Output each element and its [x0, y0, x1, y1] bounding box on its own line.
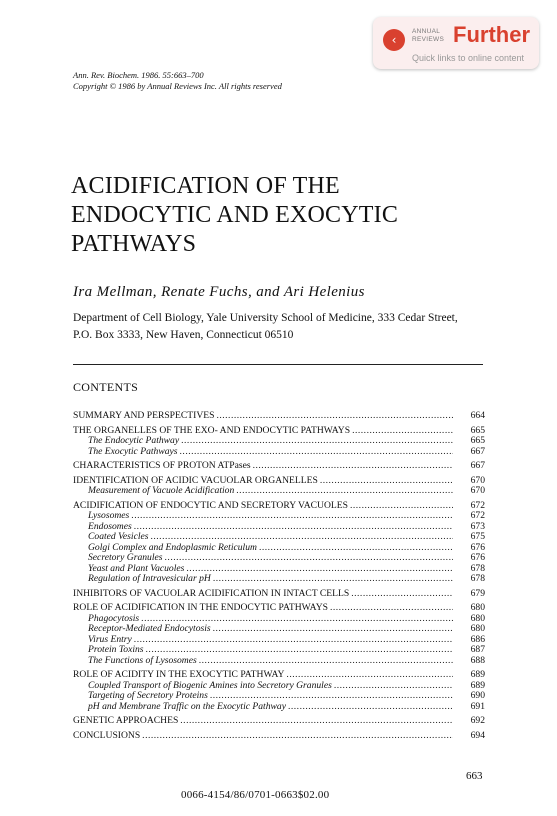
logo-line-2: REVIEWS [412, 36, 445, 43]
toc-entry-label: INHIBITORS OF VACUOLAR ACIDIFICATION IN INTACT CELLS [73, 587, 350, 599]
toc-entry[interactable] [73, 522, 485, 533]
toc-leader-dots [286, 669, 453, 681]
toc-entry-page: 673 [470, 521, 485, 532]
badge-subtitle: Quick links to online content [412, 53, 525, 63]
toc-entry-label: Regulation of Intravesicular pH [88, 574, 211, 584]
copyright-line: Copyright © 1986 by Annual Reviews Inc. All rights reserved [73, 81, 282, 91]
toc-entry-page: 689 [470, 680, 485, 691]
toc-entry-label: GENETIC APPROACHES [73, 715, 179, 726]
toc-leader-dots [150, 532, 453, 543]
toc-leader-dots [288, 702, 453, 713]
toc-entry-page: 692 [470, 715, 485, 726]
toc-entry[interactable] [73, 635, 485, 646]
toc-entry[interactable] [73, 460, 485, 472]
toc-leader-dots [320, 475, 453, 487]
toc-leader-dots [134, 635, 453, 646]
toc-leader-dots [180, 447, 453, 458]
toc-entry-label: Phagocytosis [88, 613, 140, 624]
toc-entry[interactable] [73, 656, 485, 667]
toc-entry[interactable] [73, 436, 485, 447]
toc-entry[interactable] [73, 702, 485, 713]
toc-entry-label: ACIDIFICATION OF ENDOCYTIC AND SECRETORY VACUOLES [73, 499, 348, 511]
toc-leader-dots [213, 574, 453, 585]
toc-leader-dots [186, 564, 453, 575]
toc-entry-page: 676 [470, 542, 485, 553]
affiliation [73, 310, 493, 344]
contents-heading: CONTENTS [73, 380, 139, 394]
toc-entry-page: 680 [470, 613, 485, 624]
toc-entry-page: 687 [470, 645, 485, 655]
toc-entry-label: ROLE OF ACIDITY IN THE EXOCYTIC PATHWAY [73, 669, 285, 680]
toc-entry-label: CONCLUSIONS [73, 729, 141, 741]
toc-entry[interactable] [73, 543, 485, 554]
toc-entry-page: 676 [470, 553, 485, 563]
toc-leader-dots [165, 553, 453, 564]
affiliation-line: P.O. Box 3333, New Haven, Connecticut 06510 [73, 329, 294, 341]
toc-entry[interactable] [73, 553, 485, 564]
toc-entry-label: SUMMARY AND PERSPECTIVES [73, 410, 215, 421]
toc-entry[interactable] [73, 681, 485, 692]
journal-citation: Ann. Rev. Biochem. 1986. 55:663–700 [73, 70, 204, 80]
toc-leader-dots [351, 588, 453, 600]
toc-leader-dots [142, 730, 453, 742]
toc-entry[interactable] [73, 645, 485, 656]
toc-entry-page: 688 [470, 655, 485, 666]
open-chevron-icon: ‹ [383, 29, 405, 51]
toc-leader-dots [330, 602, 453, 614]
toc-entry[interactable] [73, 574, 485, 585]
toc-entry-label: Receptor-Mediated Endocytosis [88, 624, 211, 634]
toc-entry-label: Targeting of Secretory Proteins [88, 691, 208, 701]
toc-entry-page: 665 [470, 424, 485, 436]
toc-entry-label: pH and Membrane Traffic on the Exocytic Pathway [88, 701, 286, 712]
badge-title: Further [453, 22, 530, 47]
toc-leader-dots [210, 691, 453, 702]
divider [73, 364, 483, 365]
toc-entry-label: The Endocytic Pathway [88, 436, 180, 446]
toc-entry-label: The Functions of Lysosomes [88, 655, 197, 666]
toc-entry-page: 672 [470, 511, 485, 521]
toc-leader-dots [352, 425, 453, 437]
toc-leader-dots [334, 681, 453, 692]
toc-entry-page: 686 [470, 634, 485, 645]
toc-entry[interactable] [73, 500, 485, 512]
toc-leader-dots [236, 486, 453, 497]
toc-entry-page: 691 [470, 701, 485, 712]
toc-entry-label: ROLE OF ACIDIFICATION IN THE ENDOCYTIC PATHWAYS [73, 602, 328, 613]
toc-leader-dots [216, 410, 453, 422]
toc-entry[interactable] [73, 425, 485, 437]
toc-entry-page: 667 [470, 446, 485, 457]
toc-entry-page: 665 [470, 436, 485, 446]
toc-entry-page: 680 [470, 602, 485, 613]
toc-entry-label: Endosomes [88, 521, 132, 532]
toc-entry-page: 670 [470, 474, 485, 486]
toc-entry-label: Secretory Granules [88, 553, 163, 563]
toc-entry[interactable] [73, 588, 485, 600]
journal-info [73, 70, 282, 92]
page-number: 663 [466, 770, 483, 782]
article-title [71, 172, 398, 259]
toc-entry-label: Golgi Complex and Endoplasmic Reticulum [88, 542, 257, 553]
toc-entry-label: Virus Entry [88, 634, 132, 645]
toc-leader-dots [141, 614, 453, 625]
toc-leader-dots [146, 645, 453, 656]
toc-entry[interactable] [73, 447, 485, 458]
toc-entry-page: 690 [470, 691, 485, 701]
toc-entry-label: Yeast and Plant Vacuoles [88, 563, 185, 574]
toc-entry-page: 664 [470, 410, 485, 421]
toc-entry-page: 678 [470, 574, 485, 584]
toc-leader-dots [181, 436, 453, 447]
toc-entry-page: 675 [470, 532, 485, 542]
toc-entry-label: CHARACTERISTICS OF PROTON ATPases [73, 460, 251, 471]
annual-reviews-logo [412, 28, 458, 44]
toc-entry-label: IDENTIFICATION OF ACIDIC VACUOLAR ORGANELLES [73, 474, 318, 486]
toc-entry[interactable] [73, 715, 485, 727]
title-line: ENDOCYTIC AND EXOCYTIC [71, 202, 399, 228]
toc-entry-page: 694 [470, 729, 485, 741]
toc-leader-dots [350, 500, 453, 512]
toc-entry-page: 689 [470, 669, 485, 680]
toc-entry-label: Coupled Transport of Biogenic Amines into Secretory Granules [88, 680, 332, 691]
toc-entry-label: The Exocytic Pathways [88, 446, 178, 457]
toc-entry-page: 672 [470, 499, 485, 511]
toc-entry-label: Protein Toxins [88, 645, 144, 655]
price-code: 0066-4154/86/0701-0663$02.00 [181, 789, 330, 801]
toc-entry[interactable] [73, 691, 485, 702]
toc-leader-dots [213, 624, 453, 635]
toc-leader-dots [131, 511, 453, 522]
toc-entry-page: 679 [470, 587, 485, 599]
toc-entry-label: Measurement of Vacuole Acidification [88, 486, 235, 496]
toc-entry-page: 678 [470, 563, 485, 574]
table-of-contents [73, 410, 485, 741]
toc-leader-dots [180, 715, 453, 727]
toc-entry-label: Coated Vesicles [88, 532, 149, 542]
toc-entry[interactable] [73, 669, 485, 681]
toc-entry[interactable] [73, 511, 485, 522]
toc-entry[interactable] [73, 730, 485, 742]
toc-entry-page: 680 [470, 624, 485, 634]
toc-leader-dots [199, 656, 453, 667]
toc-entry[interactable] [73, 475, 485, 487]
authors: Ira Mellman, Renate Fuchs, and Ari Helenius [73, 284, 365, 300]
toc-entry[interactable] [73, 410, 485, 422]
toc-entry-label: THE ORGANELLES OF THE EXO- AND ENDOCYTIC PATHWAYS [73, 424, 351, 436]
toc-entry-page: 670 [470, 486, 485, 496]
further-links-badge[interactable] [373, 17, 539, 69]
toc-entry[interactable] [73, 614, 485, 625]
toc-entry-page: 667 [470, 460, 485, 471]
toc-entry[interactable] [73, 602, 485, 614]
title-line: ACIDIFICATION OF THE [71, 173, 340, 199]
toc-entry[interactable] [73, 624, 485, 635]
toc-leader-dots [253, 460, 453, 472]
toc-entry[interactable] [73, 532, 485, 543]
toc-entry[interactable] [73, 564, 485, 575]
toc-leader-dots [134, 522, 453, 533]
affiliation-line: Department of Cell Biology, Yale University School of Medicine, 333 Cedar Street, [73, 312, 458, 324]
logo-line-1: ANNUAL [412, 28, 441, 35]
toc-entry-label: Lysosomes [88, 511, 130, 521]
title-line: PATHWAYS [71, 231, 197, 257]
toc-leader-dots [259, 543, 453, 554]
toc-entry[interactable] [73, 486, 485, 497]
